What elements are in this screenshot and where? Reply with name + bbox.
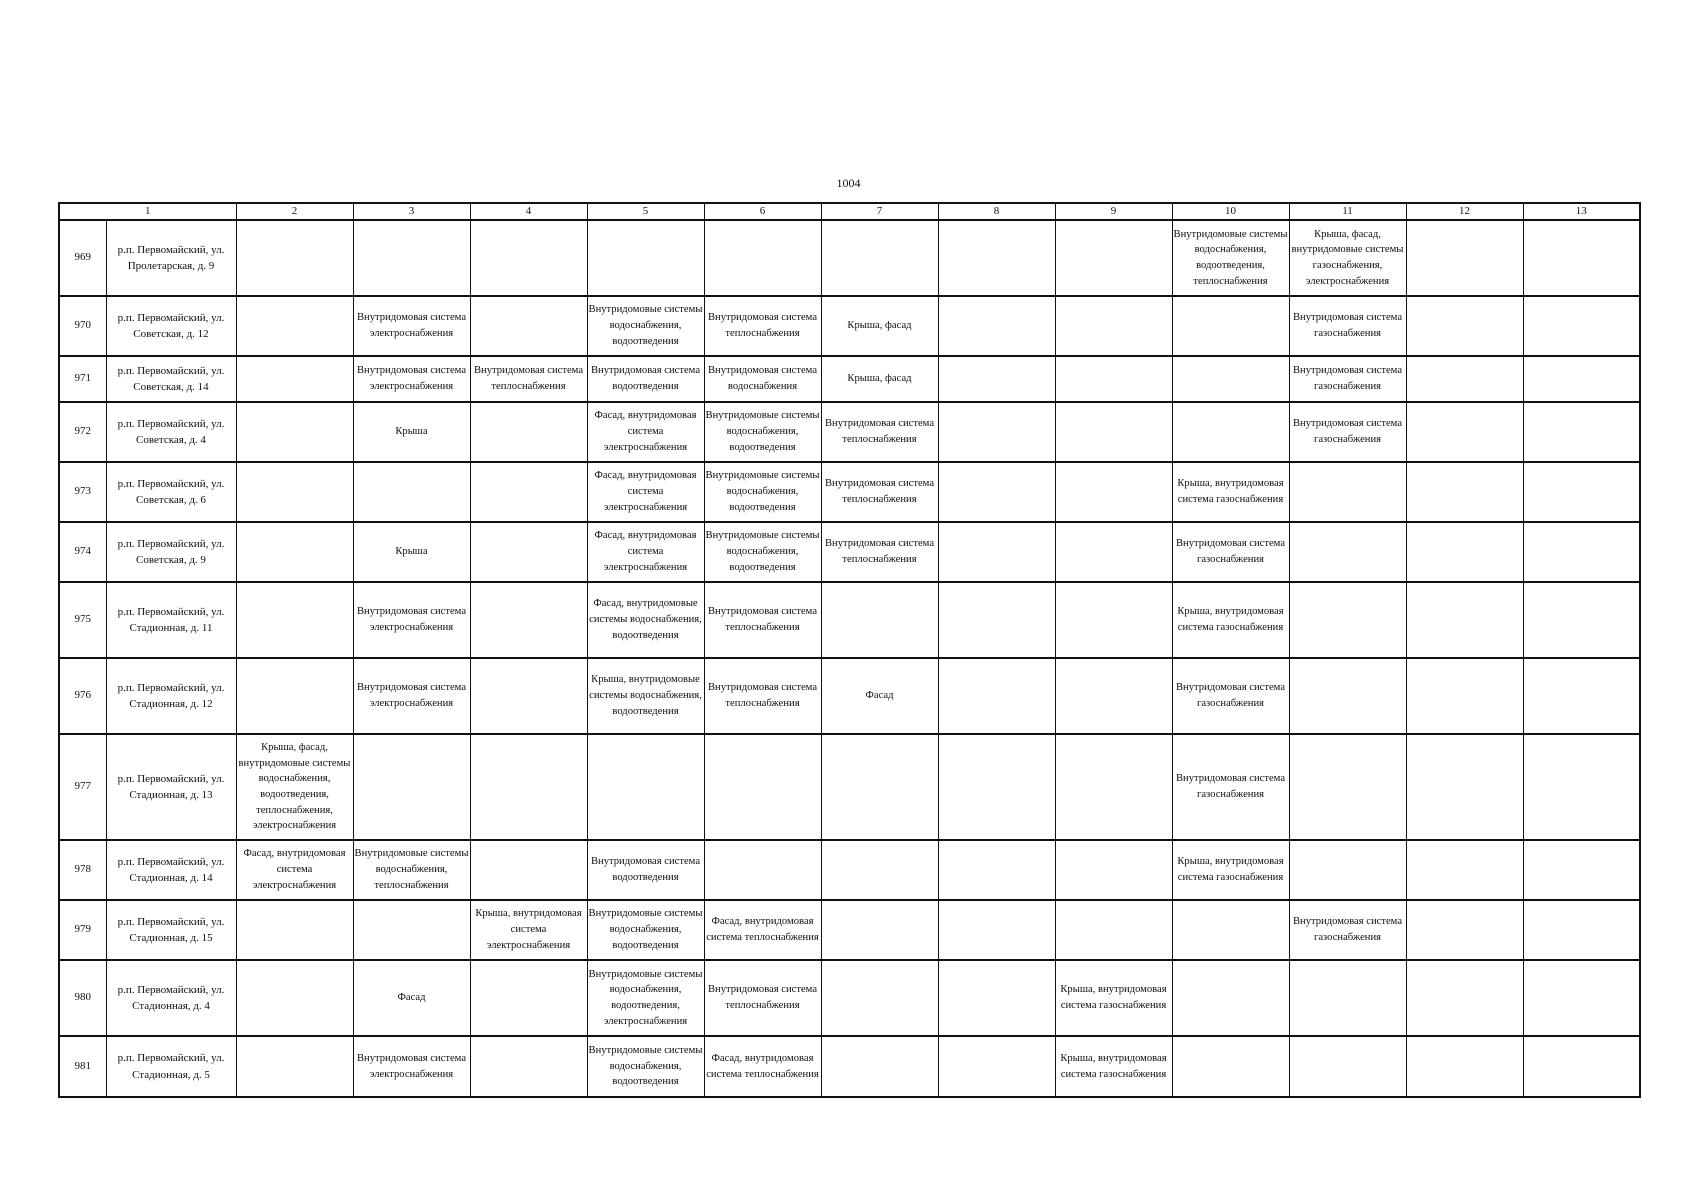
address-cell: р.п. Первомайский, ул. Стадионная, д. 13 (106, 734, 236, 840)
work-cell-col-9 (1055, 582, 1172, 658)
work-cell-col-6: Внутридомовые системы водоснабжения, водоотведения (704, 522, 821, 582)
work-cell-col-5: Внутридомовая система водоотведения (587, 356, 704, 402)
work-cell-col-3: Внутридомовая система электроснабжения (353, 296, 470, 356)
work-cell-col-3 (353, 220, 470, 296)
work-cell-col-10: Внутридомовая система газоснабжения (1172, 734, 1289, 840)
work-cell-col-12 (1406, 296, 1523, 356)
work-cell-col-2: Крыша, фасад, внутридомовые системы водоснабжения, водоотведения, теплоснабжения, электроснабжения (236, 734, 353, 840)
column-header: 9 (1055, 203, 1172, 220)
work-cell-col-11 (1289, 840, 1406, 900)
address-cell: р.п. Первомайский, ул. Стадионная, д. 4 (106, 960, 236, 1036)
work-cell-col-8 (938, 1036, 1055, 1097)
work-cell-col-12 (1406, 900, 1523, 960)
work-cell-col-8 (938, 356, 1055, 402)
table-row (59, 220, 1640, 296)
page-number: 1004 (836, 176, 861, 190)
work-cell-col-13 (1523, 582, 1640, 658)
work-cell-col-9: Крыша, внутридомовая система газоснабжения (1055, 960, 1172, 1036)
row-number: 972 (59, 402, 106, 462)
work-cell-col-8 (938, 402, 1055, 462)
table-row (59, 734, 1640, 840)
address-cell: р.п. Первомайский, ул. Советская, д. 9 (106, 522, 236, 582)
work-cell-col-3 (353, 900, 470, 960)
work-cell-col-12 (1406, 840, 1523, 900)
column-header: 13 (1523, 203, 1640, 220)
work-cell-col-2 (236, 960, 353, 1036)
row-number: 977 (59, 734, 106, 840)
work-cell-col-5: Внутридомовые системы водоснабжения, водоотведения (587, 296, 704, 356)
address-cell: р.п. Первомайский, ул. Стадионная, д. 11 (106, 582, 236, 658)
work-cell-col-12 (1406, 960, 1523, 1036)
work-cell-col-7: Фасад (821, 658, 938, 734)
work-cell-col-11 (1289, 1036, 1406, 1097)
work-cell-col-10 (1172, 900, 1289, 960)
work-cell-col-9 (1055, 462, 1172, 522)
work-cell-col-2 (236, 462, 353, 522)
work-cell-col-13 (1523, 356, 1640, 402)
work-cell-col-10: Внутридомовые системы водоснабжения, водоотведения, теплоснабжения (1172, 220, 1289, 296)
work-cell-col-2 (236, 900, 353, 960)
work-cell-col-10 (1172, 356, 1289, 402)
work-cell-col-10: Внутридомовая система газоснабжения (1172, 522, 1289, 582)
work-cell-col-6: Внутридомовая система теплоснабжения (704, 582, 821, 658)
table-row (59, 1036, 1640, 1097)
column-header: 3 (353, 203, 470, 220)
column-header: 8 (938, 203, 1055, 220)
work-cell-col-11 (1289, 658, 1406, 734)
work-cell-col-5 (587, 220, 704, 296)
work-cell-col-12 (1406, 1036, 1523, 1097)
work-cell-col-10: Внутридомовая система газоснабжения (1172, 658, 1289, 734)
work-cell-col-2 (236, 402, 353, 462)
work-cell-col-2 (236, 582, 353, 658)
work-cell-col-2 (236, 356, 353, 402)
work-cell-col-2 (236, 1036, 353, 1097)
work-cell-col-13 (1523, 1036, 1640, 1097)
address-cell: р.п. Первомайский, ул. Стадионная, д. 14 (106, 840, 236, 900)
work-cell-col-8 (938, 900, 1055, 960)
work-cell-col-10 (1172, 296, 1289, 356)
work-cell-col-11: Внутридомовая система газоснабжения (1289, 296, 1406, 356)
work-cell-col-3 (353, 462, 470, 522)
work-cell-col-6: Внутридомовые системы водоснабжения, водоотведения (704, 402, 821, 462)
table-row (59, 840, 1640, 900)
repair-schedule-table (58, 202, 1641, 1098)
address-cell: р.п. Первомайский, ул. Советская, д. 12 (106, 296, 236, 356)
work-cell-col-4 (470, 402, 587, 462)
work-cell-col-13 (1523, 960, 1640, 1036)
column-header: 6 (704, 203, 821, 220)
column-header: 1 (59, 203, 236, 220)
work-cell-col-3: Внутридомовая система электроснабжения (353, 1036, 470, 1097)
work-cell-col-4: Внутридомовая система теплоснабжения (470, 356, 587, 402)
work-cell-col-8 (938, 296, 1055, 356)
work-cell-col-8 (938, 220, 1055, 296)
work-cell-col-6: Внутридомовая система теплоснабжения (704, 658, 821, 734)
work-cell-col-3: Крыша (353, 522, 470, 582)
work-cell-col-4: Крыша, внутридомовая система электроснабжения (470, 900, 587, 960)
row-number: 981 (59, 1036, 106, 1097)
work-cell-col-5: Внутридомовые системы водоснабжения, водоотведения, электроснабжения (587, 960, 704, 1036)
table-row (59, 402, 1640, 462)
work-cell-col-9 (1055, 356, 1172, 402)
work-cell-col-4 (470, 960, 587, 1036)
work-cell-col-7 (821, 1036, 938, 1097)
work-cell-col-2 (236, 522, 353, 582)
column-header: 2 (236, 203, 353, 220)
row-number: 980 (59, 960, 106, 1036)
work-cell-col-12 (1406, 356, 1523, 402)
address-cell: р.п. Первомайский, ул. Стадионная, д. 15 (106, 900, 236, 960)
work-cell-col-11: Крыша, фасад, внутридомовые системы газоснабжения, электроснабжения (1289, 220, 1406, 296)
work-cell-col-12 (1406, 462, 1523, 522)
work-cell-col-4 (470, 462, 587, 522)
work-cell-col-12 (1406, 402, 1523, 462)
work-cell-col-7 (821, 220, 938, 296)
work-cell-col-6: Внутридомовая система водоснабжения (704, 356, 821, 402)
work-cell-col-4 (470, 734, 587, 840)
work-cell-col-8 (938, 658, 1055, 734)
work-cell-col-10: Крыша, внутридомовая система газоснабжения (1172, 840, 1289, 900)
work-cell-col-10: Крыша, внутридомовая система газоснабжения (1172, 462, 1289, 522)
row-number: 976 (59, 658, 106, 734)
column-header: 12 (1406, 203, 1523, 220)
work-cell-col-7: Внутридомовая система теплоснабжения (821, 522, 938, 582)
table-row (59, 462, 1640, 522)
work-cell-col-13 (1523, 734, 1640, 840)
work-cell-col-12 (1406, 658, 1523, 734)
row-number: 979 (59, 900, 106, 960)
work-cell-col-10 (1172, 402, 1289, 462)
work-cell-col-5: Внутридомовые системы водоснабжения, водоотведения (587, 1036, 704, 1097)
work-cell-col-5 (587, 734, 704, 840)
work-cell-col-7: Внутридомовая система теплоснабжения (821, 402, 938, 462)
address-cell: р.п. Первомайский, ул. Стадионная, д. 5 (106, 1036, 236, 1097)
work-cell-col-3: Внутридомовые системы водоснабжения, теплоснабжения (353, 840, 470, 900)
work-cell-col-11 (1289, 582, 1406, 658)
work-cell-col-12 (1406, 220, 1523, 296)
table-row (59, 582, 1640, 658)
table-row (59, 356, 1640, 402)
table-row (59, 296, 1640, 356)
work-cell-col-9 (1055, 296, 1172, 356)
work-cell-col-11 (1289, 734, 1406, 840)
work-cell-col-2 (236, 220, 353, 296)
work-cell-col-2: Фасад, внутридомовая система электроснабжения (236, 840, 353, 900)
header-row (59, 203, 1640, 220)
column-header: 4 (470, 203, 587, 220)
work-cell-col-13 (1523, 462, 1640, 522)
work-cell-col-11 (1289, 960, 1406, 1036)
work-cell-col-9 (1055, 840, 1172, 900)
work-cell-col-4 (470, 296, 587, 356)
work-cell-col-13 (1523, 840, 1640, 900)
work-cell-col-5: Фасад, внутридомовые системы водоснабжения, водоотведения (587, 582, 704, 658)
row-number: 975 (59, 582, 106, 658)
work-cell-col-9 (1055, 522, 1172, 582)
table-row (59, 522, 1640, 582)
row-number: 969 (59, 220, 106, 296)
row-number: 970 (59, 296, 106, 356)
work-cell-col-9 (1055, 220, 1172, 296)
work-cell-col-4 (470, 582, 587, 658)
work-cell-col-8 (938, 462, 1055, 522)
table-row (59, 658, 1640, 734)
work-cell-col-4 (470, 1036, 587, 1097)
work-cell-col-5: Внутридомовые системы водоснабжения, водоотведения (587, 900, 704, 960)
work-cell-col-12 (1406, 522, 1523, 582)
table-row (59, 960, 1640, 1036)
work-cell-col-9 (1055, 658, 1172, 734)
work-cell-col-5: Крыша, внутридомовые системы водоснабжения, водоотведения (587, 658, 704, 734)
work-cell-col-7: Крыша, фасад (821, 356, 938, 402)
work-cell-col-6: Внутридомовая система теплоснабжения (704, 296, 821, 356)
address-cell: р.п. Первомайский, ул. Советская, д. 4 (106, 402, 236, 462)
work-cell-col-8 (938, 840, 1055, 900)
work-cell-col-6: Фасад, внутридомовая система теплоснабжения (704, 1036, 821, 1097)
work-cell-col-6 (704, 840, 821, 900)
work-cell-col-2 (236, 658, 353, 734)
work-cell-col-3: Крыша (353, 402, 470, 462)
work-cell-col-6: Внутридомовая система теплоснабжения (704, 960, 821, 1036)
work-cell-col-8 (938, 734, 1055, 840)
work-cell-col-7 (821, 734, 938, 840)
work-cell-col-7: Внутридомовая система теплоснабжения (821, 462, 938, 522)
work-cell-col-9 (1055, 734, 1172, 840)
work-cell-col-11: Внутридомовая система газоснабжения (1289, 900, 1406, 960)
work-cell-col-12 (1406, 582, 1523, 658)
work-cell-col-8 (938, 960, 1055, 1036)
work-cell-col-3: Фасад (353, 960, 470, 1036)
work-cell-col-9 (1055, 900, 1172, 960)
work-cell-col-11 (1289, 462, 1406, 522)
address-cell: р.п. Первомайский, ул. Стадионная, д. 12 (106, 658, 236, 734)
table-row (59, 900, 1640, 960)
work-cell-col-13 (1523, 296, 1640, 356)
work-cell-col-12 (1406, 734, 1523, 840)
work-cell-col-4 (470, 840, 587, 900)
row-number: 973 (59, 462, 106, 522)
work-cell-col-5: Внутридомовая система водоотведения (587, 840, 704, 900)
work-cell-col-6 (704, 220, 821, 296)
work-cell-col-8 (938, 582, 1055, 658)
address-cell: р.п. Первомайский, ул. Советская, д. 6 (106, 462, 236, 522)
work-cell-col-3: Внутридомовая система электроснабжения (353, 658, 470, 734)
column-header: 7 (821, 203, 938, 220)
work-cell-col-13 (1523, 220, 1640, 296)
row-number: 978 (59, 840, 106, 900)
work-cell-col-4 (470, 220, 587, 296)
work-cell-col-2 (236, 296, 353, 356)
work-cell-col-10 (1172, 1036, 1289, 1097)
address-cell: р.п. Первомайский, ул. Советская, д. 14 (106, 356, 236, 402)
work-cell-col-7 (821, 960, 938, 1036)
work-cell-col-11 (1289, 522, 1406, 582)
work-cell-col-10 (1172, 960, 1289, 1036)
work-cell-col-5: Фасад, внутридомовая система электроснабжения (587, 462, 704, 522)
row-number: 971 (59, 356, 106, 402)
work-cell-col-3: Внутридомовая система электроснабжения (353, 356, 470, 402)
work-cell-col-7 (821, 582, 938, 658)
row-number: 974 (59, 522, 106, 582)
work-cell-col-7 (821, 900, 938, 960)
work-cell-col-3: Внутридомовая система электроснабжения (353, 582, 470, 658)
work-cell-col-4 (470, 658, 587, 734)
work-cell-col-5: Фасад, внутридомовая система электроснабжения (587, 522, 704, 582)
work-cell-col-9: Крыша, внутридомовая система газоснабжения (1055, 1036, 1172, 1097)
work-cell-col-13 (1523, 522, 1640, 582)
work-cell-col-6 (704, 734, 821, 840)
work-cell-col-4 (470, 522, 587, 582)
address-cell: р.п. Первомайский, ул. Пролетарская, д. 9 (106, 220, 236, 296)
work-cell-col-7 (821, 840, 938, 900)
work-cell-col-7: Крыша, фасад (821, 296, 938, 356)
work-cell-col-13 (1523, 402, 1640, 462)
work-cell-col-13 (1523, 900, 1640, 960)
work-cell-col-5: Фасад, внутридомовая система электроснабжения (587, 402, 704, 462)
column-header: 5 (587, 203, 704, 220)
column-header: 10 (1172, 203, 1289, 220)
work-cell-col-11: Внутридомовая система газоснабжения (1289, 402, 1406, 462)
work-cell-col-3 (353, 734, 470, 840)
column-header: 11 (1289, 203, 1406, 220)
work-cell-col-10: Крыша, внутридомовая система газоснабжения (1172, 582, 1289, 658)
work-cell-col-13 (1523, 658, 1640, 734)
work-cell-col-6: Внутридомовые системы водоснабжения, водоотведения (704, 462, 821, 522)
work-cell-col-8 (938, 522, 1055, 582)
work-cell-col-11: Внутридомовая система газоснабжения (1289, 356, 1406, 402)
work-cell-col-9 (1055, 402, 1172, 462)
work-cell-col-6: Фасад, внутридомовая система теплоснабжения (704, 900, 821, 960)
